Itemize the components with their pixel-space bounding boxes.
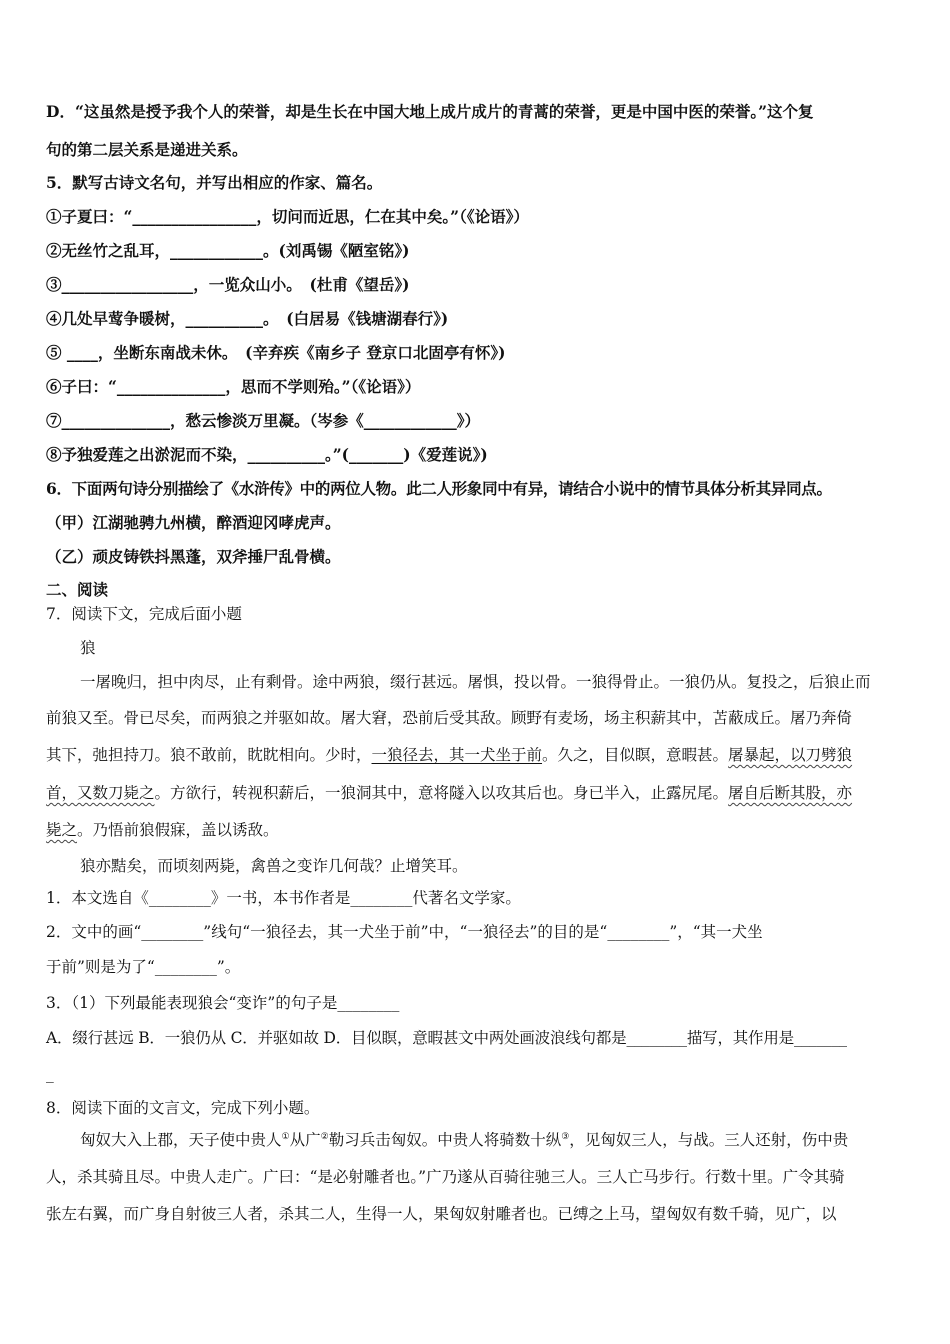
passage-text: 。久之，目似瞑，意暇甚。 xyxy=(542,746,729,764)
q7-passage-line1: 一屠晚归，担中肉尽，止有剩骨。途中两狼，缀行甚远。屠惧，投以骨。一狼得骨止。一狼仍从。复投之，后狼止而 xyxy=(80,673,871,691)
q7-passage-line3 xyxy=(46,745,904,765)
q7-title: 7．阅读下文，完成后面小题 xyxy=(46,605,242,623)
q7-sub3: 3．（1）下列最能表现狼会“变诈”的句子是________ xyxy=(46,994,400,1012)
q5-item-5: ⑤ ____，坐断东南战未休。 (辛弃疾《南乡子 登京口北固亭有怀》) xyxy=(46,343,506,362)
q5-item-8: ⑧予独爱莲之出淤泥而不染，__________。”(_______)《爱莲说》) xyxy=(46,445,488,464)
footnote-marker: ① xyxy=(281,1131,290,1142)
q6-poem-yi: （乙）顽皮铸铁抖黑蓬，双斧捶尸乱骨横。 xyxy=(46,547,341,566)
q5-item-7: ⑦______________，愁云惨淡万里凝。（岑参《____________》） xyxy=(46,411,481,430)
q7-sub1: 1．本文选自《________》一书，本书作者是________代著名文学家。 xyxy=(46,889,521,907)
passage-text: 其下，弛担持刀。狼不敢前，眈眈相向。少时， xyxy=(46,746,372,764)
q7-passage-line5 xyxy=(46,820,904,840)
q5-item-3: ③_________________，一览众山小。 (杜甫《望岳》) xyxy=(46,275,410,294)
q5-item-1: ①子夏曰：“________________，切问而近思，仁在其中矣。”（《论语》） xyxy=(46,207,529,226)
q8-passage-line1 xyxy=(80,1130,904,1150)
passage-text: 勒习兵击匈奴。中贵人将骑数十纵 xyxy=(328,1131,562,1149)
passage-text: ，见匈奴三人，与战。三人还射，伤中贵 xyxy=(569,1131,849,1149)
q5-item-4: ④几处早莺争暖树，__________。 (白居易《钱塘湖春行》) xyxy=(46,309,449,328)
q5-title: 5．默写古诗文名句，并写出相应的作家、篇名。 xyxy=(46,173,383,192)
q8-title: 8．阅读下面的文言文，完成下列小题。 xyxy=(46,1099,320,1117)
q4-option-d-line1: D．“这虽然是授予我个人的荣誉，却是生长在中国大地上成片成片的青蒿的荣誉，更是中国中医的荣誉。”这个复 xyxy=(46,102,814,121)
q7-sub2-line2: 于前”则是为了“________”。 xyxy=(46,958,241,976)
q7-passage-line4 xyxy=(46,783,904,803)
q7-passage-title: 狼 xyxy=(80,639,96,657)
q6-title: 6．下面两句诗分别描绘了《水浒传》中的两位人物。此二人形象同中有异，请结合小说中的情节具体分析其异同点。 xyxy=(46,479,832,498)
q7-sub2-line1: 2．文中的画“________”线句“一狼径去，其一犬坐于前”中，“一狼径去”的目的是“________”，“其一犬坐 xyxy=(46,923,763,941)
passage-text: 从广 xyxy=(289,1131,321,1149)
wavy-underlined-sentence: 屠暴起，以刀劈狼 xyxy=(728,746,853,764)
q8-passage-line3: 张左右翼，而广身自射彼三人者，杀其二人，生得一人，果匈奴射雕者也。已缚之上马，望匈奴有数千骑，见广，以 xyxy=(46,1205,837,1223)
q5-item-6: ⑥子曰：“______________，思而不学则殆。”（《论语》） xyxy=(46,377,421,396)
underlined-sentence: 一狼径去，其一犬坐于前 xyxy=(371,746,543,764)
q7-sub3-tail: _ xyxy=(46,1065,54,1083)
passage-text: 。乃悟前狼假寐，盖以诱敌。 xyxy=(77,821,279,839)
q8-passage-line2: 人，杀其骑且尽。中贵人走广。广曰：“是必射雕者也。”广乃遂从百骑往驰三人。三人亡马步行。行数十里。广令其骑 xyxy=(46,1168,845,1186)
wavy-underlined-sentence: 首，又数刀毙之 xyxy=(46,784,155,802)
q7-sub3-options: A．缀行甚远 B．一狼仍从 C．并驱如故 D．目似瞑，意暇甚文中两处画波浪线句都是________描写，其作用是_______ xyxy=(46,1029,847,1047)
footnote-marker: ③ xyxy=(561,1131,570,1142)
q4-option-d-line2: 句的第二层关系是递进关系。 xyxy=(46,140,248,159)
passage-text: 。方欲行，转视积薪后，一狼洞其中，意将隧入以攻其后也。身已半入，止露尻尾。 xyxy=(154,784,729,802)
q6-poem-jia: （甲）江湖驰骋九州横，醉酒迎冈哮虎声。 xyxy=(46,513,341,532)
section-reading-title: 二、阅读 xyxy=(46,580,109,599)
wavy-underlined-sentence: 毙之 xyxy=(46,821,78,839)
q7-passage-para2: 狼亦黠矣，而顷刻两毙，禽兽之变诈几何哉？止增笑耳。 xyxy=(80,857,468,875)
q7-passage-line2: 前狼又至。骨已尽矣，而两狼之并驱如故。屠大窘，恐前后受其敌。顾野有麦场，场主积薪其中，苫蔽成丘。屠乃奔倚 xyxy=(46,709,853,727)
q5-item-2: ②无丝竹之乱耳，____________。(刘禹锡《陋室铭》) xyxy=(46,241,410,260)
footnote-marker: ② xyxy=(320,1131,329,1142)
wavy-underlined-sentence: 屠自后断其股，亦 xyxy=(728,784,853,802)
passage-text: 匈奴大入上郡，天子使中贵人 xyxy=(80,1131,282,1149)
